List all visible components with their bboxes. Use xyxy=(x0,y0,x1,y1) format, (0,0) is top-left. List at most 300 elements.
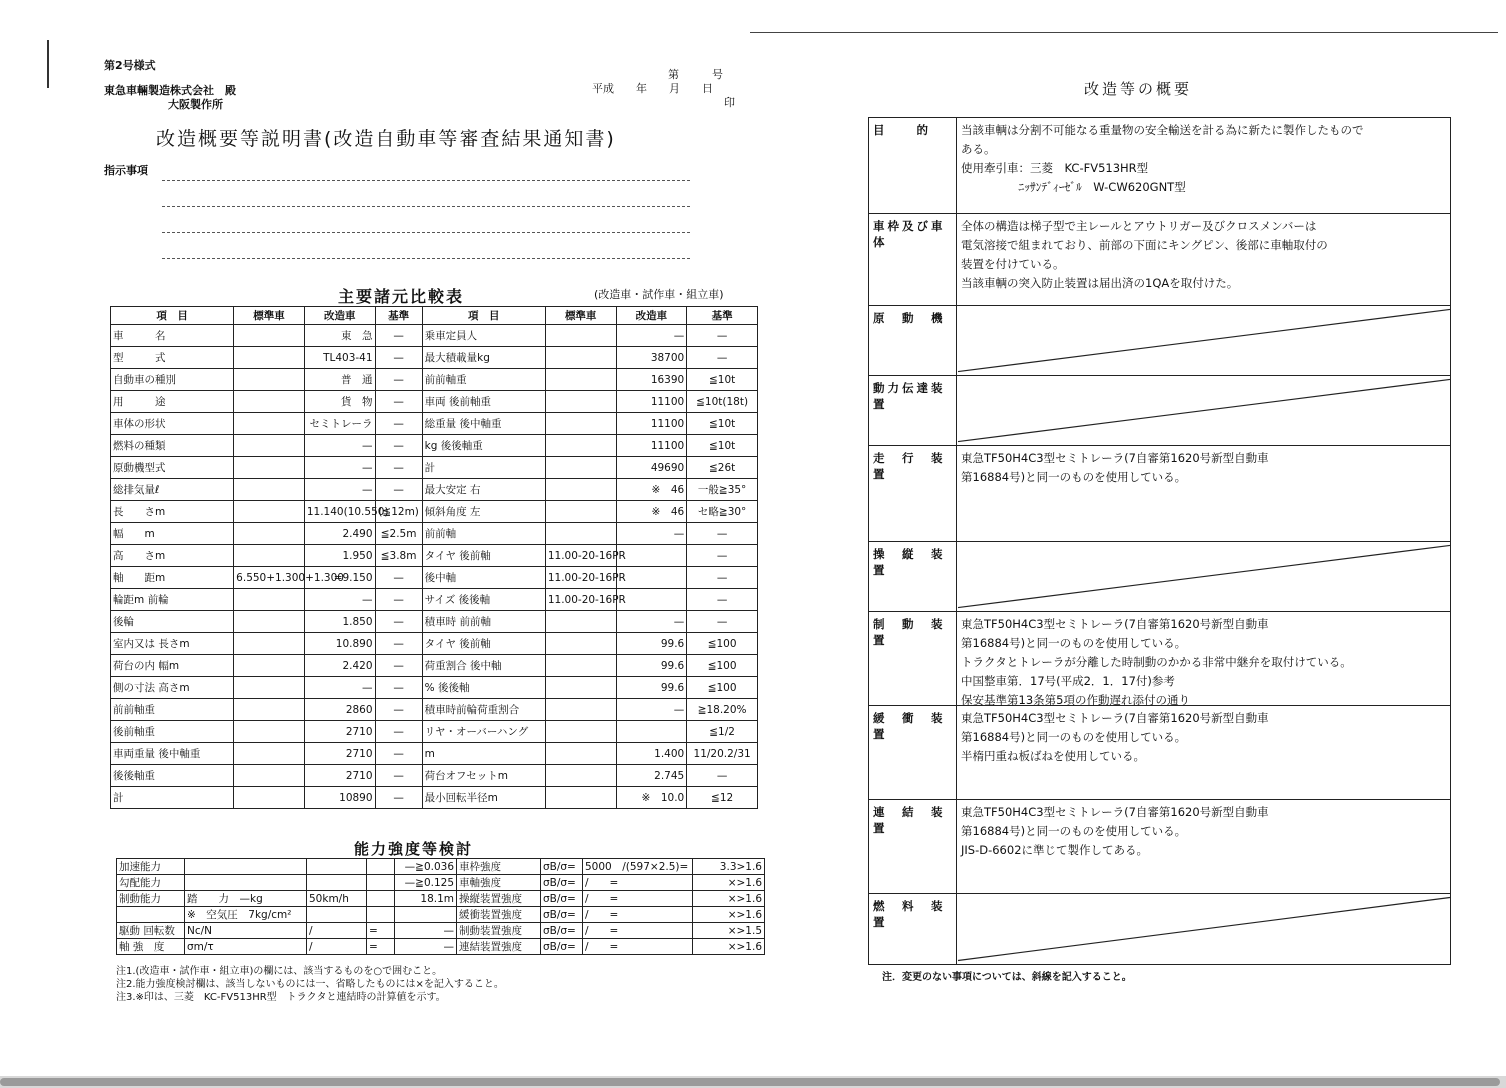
spec-cell xyxy=(545,501,616,523)
spec-cell: 最大積載量kg xyxy=(422,347,545,369)
spec-cell: 1.400 xyxy=(616,743,687,765)
spec-cell: セ略≧30° xyxy=(687,501,758,523)
spec-kind: (改造車・試作車・組立車) xyxy=(594,288,724,301)
spec-cell xyxy=(234,479,305,501)
capability-row xyxy=(117,923,765,939)
spec-cell: — xyxy=(375,347,422,369)
capability-cell: — xyxy=(395,923,457,939)
spec-cell: 2710 xyxy=(304,721,375,743)
spec-cell: 前前軸重 xyxy=(422,369,545,391)
instruction-line xyxy=(162,206,690,207)
spec-cell: 最大安定 右 xyxy=(422,479,545,501)
addressee: 東急車輛製造株式会社 殿 xyxy=(104,84,236,97)
capability-cell xyxy=(117,907,185,923)
capability-cell: 踏 力 —kg xyxy=(185,891,307,907)
spec-cell: 燃料の種類 xyxy=(111,435,234,457)
slash-line xyxy=(958,379,1450,441)
summary-line: 第16884号)と同一のものを使用している。 xyxy=(961,636,1187,650)
capability-cell: ×>1.5 xyxy=(693,923,765,939)
spec-cell: 11.00-20-16PR xyxy=(545,545,616,567)
summary-section-label: 連 結 装 置 xyxy=(869,800,957,893)
spec-cell xyxy=(545,677,616,699)
addressee-factory: 大阪製作所 xyxy=(168,98,223,111)
spec-cell: 室内又は 長さm xyxy=(111,633,234,655)
document-number: 第 号 xyxy=(668,68,723,81)
summary-section-label: 車枠及び車体 xyxy=(869,214,957,305)
spec-cell: 後前軸重 xyxy=(111,721,234,743)
summary-section xyxy=(869,612,1450,706)
capability-cell: 軸 強 度 xyxy=(117,939,185,955)
spec-row xyxy=(111,501,758,523)
summary-section xyxy=(869,306,1450,376)
summary-line: 第16884号)と同一のものを使用している。 xyxy=(961,730,1187,744)
spec-cell: — xyxy=(687,325,758,347)
spec-cell: 11100 xyxy=(616,391,687,413)
capability-cell: σm/τ xyxy=(185,939,307,955)
summary-line: 半楕円重ね板ばねを使用している。 xyxy=(961,749,1145,763)
spec-row xyxy=(111,633,758,655)
spec-cell: 傾斜角度 左 xyxy=(422,501,545,523)
spec-cell: 11100 xyxy=(616,413,687,435)
summary-line: 第16884号)と同一のものを使用している。 xyxy=(961,470,1187,484)
spec-cell xyxy=(545,699,616,721)
capability-cell: / = xyxy=(583,907,693,923)
spec-cell xyxy=(234,347,305,369)
summary-line: ある。 xyxy=(961,142,996,156)
document-date: 平成 年 月 日 xyxy=(592,82,713,95)
spec-cell: (≦12m) xyxy=(375,501,422,523)
capability-cell: σB/σ= xyxy=(541,923,583,939)
capability-row xyxy=(117,859,765,875)
spec-cell: — xyxy=(304,435,375,457)
spec-cell xyxy=(234,523,305,545)
spec-cell: kg 後後軸重 xyxy=(422,435,545,457)
capability-cell: 緩衝装置強度 xyxy=(457,907,541,923)
spec-cell: 用 途 xyxy=(111,391,234,413)
spec-header-cell: 標準車 xyxy=(545,307,616,325)
spec-cell: — xyxy=(375,391,422,413)
spec-cell: — xyxy=(616,523,687,545)
spec-cell: — xyxy=(304,479,375,501)
spec-cell: 後輪 xyxy=(111,611,234,633)
right-note: 注．変更のない事項については、斜線を記入すること。 xyxy=(882,972,1132,983)
spec-cell: 後中軸 xyxy=(422,567,545,589)
spec-cell: 長 さm xyxy=(111,501,234,523)
spec-cell: 10890 xyxy=(304,787,375,809)
summary-line: トラクタとトレーラが分離した時制動のかかる非常中継弁を取付けている。 xyxy=(961,655,1352,669)
capability-cell xyxy=(307,907,367,923)
spec-cell: — xyxy=(304,457,375,479)
spec-cell: 軸 距m xyxy=(111,567,234,589)
summary-line: 電気溶接で組まれており、前部の下面にキングピン、後部に車軸取付の xyxy=(961,238,1328,252)
spec-cell: 側の寸法 高さm xyxy=(111,677,234,699)
summary-section-label: 燃 料 装 置 xyxy=(869,894,957,964)
summary-line: 全体の構造は梯子型で主レールとアウトリガー及びクロスメンバーは xyxy=(961,219,1317,233)
spec-cell: ≦10t xyxy=(687,435,758,457)
spec-row xyxy=(111,787,758,809)
capability-cell: 車枠強度 xyxy=(457,859,541,875)
summary-line: 東急TF50H4C3型セミトレーラ(7自審第1620号新型自動車 xyxy=(961,711,1269,725)
capability-cell: σB/σ= xyxy=(541,939,583,955)
spec-row xyxy=(111,721,758,743)
capability-cell: —≧0.125 xyxy=(395,875,457,891)
spec-cell xyxy=(545,457,616,479)
spec-cell xyxy=(616,567,687,589)
slash-line xyxy=(958,545,1450,607)
capability-cell: 操縦装置強度 xyxy=(457,891,541,907)
spec-cell: サイズ 後後軸 xyxy=(422,589,545,611)
spec-cell xyxy=(545,765,616,787)
capability-cell: 勾配能力 xyxy=(117,875,185,891)
spec-row xyxy=(111,523,758,545)
spec-cell: ≦1/2 xyxy=(687,721,758,743)
no-change-slash xyxy=(958,376,1450,445)
capability-cell: 制動装置強度 xyxy=(457,923,541,939)
spec-cell xyxy=(234,435,305,457)
spec-cell: m xyxy=(422,743,545,765)
spec-cell: ≦12 xyxy=(687,787,758,809)
capability-cell: — xyxy=(395,939,457,955)
summary-line: 使用牽引車：三菱 KC-FV513HR型 xyxy=(961,161,1149,175)
capability-cell xyxy=(307,859,367,875)
spec-cell: TL403-41 xyxy=(304,347,375,369)
note-3: 注3.※印は、三菱 KC-FV513HR型 トラクタと連結時の計算値を示す。 xyxy=(116,992,446,1003)
spec-cell xyxy=(545,721,616,743)
spec-cell: 荷台オフセットm xyxy=(422,765,545,787)
spec-cell xyxy=(234,501,305,523)
spec-cell: — xyxy=(375,787,422,809)
summary-section xyxy=(869,894,1450,964)
spec-cell: ※ 10.0 xyxy=(616,787,687,809)
horizontal-scrollbar[interactable] xyxy=(0,1076,1506,1088)
right-page-title: 改造等の概要 xyxy=(1084,80,1193,98)
spec-cell xyxy=(545,325,616,347)
spec-cell xyxy=(234,369,305,391)
spec-cell xyxy=(234,589,305,611)
spec-cell: 高 さm xyxy=(111,545,234,567)
spec-cell: — xyxy=(375,655,422,677)
spec-cell xyxy=(234,413,305,435)
summary-line: 装置を付けている。 xyxy=(961,257,1065,271)
capability-cell: = xyxy=(367,923,395,939)
spec-cell: — xyxy=(375,699,422,721)
spec-row xyxy=(111,567,758,589)
spec-header-cell: 項 目 xyxy=(111,307,234,325)
capability-cell: Nc/N xyxy=(185,923,307,939)
spec-cell: 東 急 xyxy=(304,325,375,347)
spec-row xyxy=(111,743,758,765)
spec-cell: — xyxy=(375,589,422,611)
summary-section xyxy=(869,542,1450,612)
summary-section-label: 緩 衝 装 置 xyxy=(869,706,957,799)
spec-cell: — xyxy=(375,413,422,435)
spec-cell: ≧18.20% xyxy=(687,699,758,721)
capability-cell: 車軸強度 xyxy=(457,875,541,891)
left-margin-mark xyxy=(47,40,49,88)
spec-row xyxy=(111,611,758,633)
spec-header-cell: 基準 xyxy=(687,307,758,325)
capability-cell: ×>1.6 xyxy=(693,891,765,907)
capability-cell: 3.3>1.6 xyxy=(693,859,765,875)
slash-line xyxy=(958,898,1450,961)
spec-cell: 38700 xyxy=(616,347,687,369)
page-top-edge xyxy=(750,32,1498,33)
capability-cell: σB/σ= xyxy=(541,859,583,875)
spec-cell: セミトレーラ xyxy=(304,413,375,435)
capability-cell xyxy=(307,875,367,891)
spec-header-cell: 項 目 xyxy=(422,307,545,325)
capability-cell xyxy=(185,875,307,891)
capability-cell: ×>1.6 xyxy=(693,875,765,891)
spec-cell: 計 xyxy=(111,787,234,809)
capability-row xyxy=(117,875,765,891)
spec-cell: 11100 xyxy=(616,435,687,457)
summary-section-label: 操 縦 装 置 xyxy=(869,542,957,611)
spec-cell: — xyxy=(375,325,422,347)
summary-line: 東急TF50H4C3型セミトレーラ(7自審第1620号新型自動車 xyxy=(961,617,1269,631)
summary-line: 当該車輌は分割不可能なる重量物の安全輸送を計る為に新たに製作したもので xyxy=(961,123,1364,137)
spec-row xyxy=(111,347,758,369)
summary-section xyxy=(869,118,1450,214)
spec-cell: — xyxy=(375,633,422,655)
spec-cell: — xyxy=(616,325,687,347)
summary-section-body xyxy=(961,217,1446,293)
spec-cell: ≦10t xyxy=(687,413,758,435)
summary-line: 東急TF50H4C3型セミトレーラ(7自審第1620号新型自動車 xyxy=(961,805,1269,819)
spec-cell: — xyxy=(375,743,422,765)
spec-cell: — xyxy=(375,369,422,391)
spec-cell: 99.6 xyxy=(616,655,687,677)
spec-cell: ≦3.8m xyxy=(375,545,422,567)
instructions-label: 指示事項 xyxy=(104,164,148,177)
summary-line: ﾆｯｻﾝﾃﾞｨｰｾﾞﾙ W-CW620GNT型 xyxy=(961,180,1186,194)
spec-cell: ※ 46 xyxy=(616,501,687,523)
summary-section xyxy=(869,706,1450,800)
spec-cell: 普 通 xyxy=(304,369,375,391)
spec-cell: タイヤ 後前軸 xyxy=(422,545,545,567)
spec-cell xyxy=(234,743,305,765)
capability-title: 能力強度等検討 xyxy=(354,840,474,858)
spec-cell: 車 名 xyxy=(111,325,234,347)
capability-cell: / = xyxy=(583,939,693,955)
spec-cell xyxy=(545,435,616,457)
spec-cell: ≦10t(18t) xyxy=(687,391,758,413)
capability-cell: 50km/h xyxy=(307,891,367,907)
instruction-line xyxy=(162,180,690,181)
capability-cell: 18.1m xyxy=(395,891,457,907)
capability-cell: ×>1.6 xyxy=(693,939,765,955)
summary-section-label: 動力伝達装置 xyxy=(869,376,957,445)
spec-row xyxy=(111,655,758,677)
spec-cell: 99.6 xyxy=(616,677,687,699)
note-2: 注2.能力強度検討欄は、該当しないものには一、省略したものには×を記入すること。 xyxy=(116,979,504,990)
spec-cell xyxy=(234,787,305,809)
spec-comparison-table xyxy=(110,306,758,809)
capability-cell: 駆動 回転数 xyxy=(117,923,185,939)
spec-cell xyxy=(545,391,616,413)
summary-section-body xyxy=(961,615,1446,710)
spec-row xyxy=(111,391,758,413)
spec-cell: — xyxy=(687,347,758,369)
spec-cell: ≦2.5m xyxy=(375,523,422,545)
spec-cell: — xyxy=(616,699,687,721)
summary-section-label: 制 動 装 置 xyxy=(869,612,957,705)
scrollbar-thumb[interactable] xyxy=(0,1078,1500,1086)
spec-cell: 積車時 前前軸 xyxy=(422,611,545,633)
spec-cell: =9.150 xyxy=(304,567,375,589)
spec-cell: — xyxy=(687,567,758,589)
spec-cell xyxy=(545,523,616,545)
spec-cell: リヤ・オーバーハング xyxy=(422,721,545,743)
summary-section-body xyxy=(961,449,1446,487)
spec-cell: ≦100 xyxy=(687,633,758,655)
no-change-slash xyxy=(958,542,1450,611)
spec-cell: — xyxy=(375,765,422,787)
spec-row xyxy=(111,545,758,567)
capability-cell: / = xyxy=(583,923,693,939)
capability-cell: σB/σ= xyxy=(541,875,583,891)
capability-cell: —≧0.036 xyxy=(395,859,457,875)
spec-cell: 99.6 xyxy=(616,633,687,655)
spec-cell: 1.850 xyxy=(304,611,375,633)
summary-section-label: 原 動 機 xyxy=(869,306,957,375)
spec-cell: 49690 xyxy=(616,457,687,479)
spec-cell: 自動車の種別 xyxy=(111,369,234,391)
spec-cell: 一般≧35° xyxy=(687,479,758,501)
page-title: 改造概要等説明書(改造自動車等審査結果通知書) xyxy=(156,128,616,150)
spec-row xyxy=(111,765,758,787)
spec-row xyxy=(111,457,758,479)
spec-cell: ≦26t xyxy=(687,457,758,479)
summary-section-body xyxy=(961,709,1446,766)
capability-cell xyxy=(367,891,395,907)
spec-cell: 2.420 xyxy=(304,655,375,677)
spec-cell xyxy=(234,699,305,721)
spec-cell: — xyxy=(375,611,422,633)
spec-cell: 幅 m xyxy=(111,523,234,545)
spec-cell: ※ 46 xyxy=(616,479,687,501)
capability-cell xyxy=(367,875,395,891)
spec-cell: — xyxy=(687,611,758,633)
spec-cell: 2860 xyxy=(304,699,375,721)
capability-cell: 加速能力 xyxy=(117,859,185,875)
capability-cell: σB/σ= xyxy=(541,891,583,907)
spec-cell xyxy=(545,347,616,369)
spec-cell: 2.490 xyxy=(304,523,375,545)
spec-row xyxy=(111,413,758,435)
summary-line: 当該車輌の突入防止装置は届出済の1QAを取付けた。 xyxy=(961,276,1239,290)
spec-cell: 車両重量 後中軸重 xyxy=(111,743,234,765)
spec-cell xyxy=(545,633,616,655)
spec-cell: 2710 xyxy=(304,765,375,787)
spec-cell: 総排気量ℓ xyxy=(111,479,234,501)
no-change-slash xyxy=(958,306,1450,375)
capability-row xyxy=(117,939,765,955)
capability-cell: 制動能力 xyxy=(117,891,185,907)
capability-table xyxy=(116,858,765,955)
spec-row xyxy=(111,325,758,347)
capability-cell: 5000 /(597×2.5)= xyxy=(583,859,693,875)
spec-cell xyxy=(545,787,616,809)
capability-cell: 連結装置強度 xyxy=(457,939,541,955)
spec-header-cell: 改造車 xyxy=(616,307,687,325)
capability-cell: σB/σ= xyxy=(541,907,583,923)
spec-header-cell: 基準 xyxy=(375,307,422,325)
spec-cell xyxy=(616,545,687,567)
slash-line xyxy=(958,309,1450,371)
spec-row xyxy=(111,589,758,611)
spec-cell: 計 xyxy=(422,457,545,479)
spec-cell: — xyxy=(687,765,758,787)
spec-cell: — xyxy=(304,677,375,699)
spec-cell: — xyxy=(375,677,422,699)
spec-cell xyxy=(234,655,305,677)
no-change-slash xyxy=(958,894,1450,964)
spec-cell: 6.550+1.300+1.300 xyxy=(234,567,305,589)
spec-cell: 1.950 xyxy=(304,545,375,567)
spec-cell: 総重量 後中軸重 xyxy=(422,413,545,435)
spec-cell: ≦10t xyxy=(687,369,758,391)
capability-cell: / xyxy=(307,923,367,939)
spec-cell xyxy=(545,655,616,677)
capability-cell: ×>1.6 xyxy=(693,907,765,923)
spec-cell: 最小回転半径m xyxy=(422,787,545,809)
spec-cell: — xyxy=(687,545,758,567)
summary-line: 東急TF50H4C3型セミトレーラ(7自審第1620号新型自動車 xyxy=(961,451,1269,465)
spec-cell xyxy=(234,457,305,479)
spec-cell: — xyxy=(375,435,422,457)
spec-cell: ≦100 xyxy=(687,655,758,677)
spec-cell: 乗車定員人 xyxy=(422,325,545,347)
spec-cell: 11.00-20-16PR xyxy=(545,567,616,589)
spec-cell xyxy=(234,325,305,347)
modification-summary-table xyxy=(868,117,1451,965)
spec-cell: — xyxy=(304,589,375,611)
spec-cell: — xyxy=(375,567,422,589)
summary-line: JIS-D-6602に準じて製作してある。 xyxy=(961,843,1149,857)
spec-cell: 車体の形状 xyxy=(111,413,234,435)
spec-cell: 荷重割合 後中軸 xyxy=(422,655,545,677)
capability-cell: / = xyxy=(583,875,693,891)
summary-section xyxy=(869,446,1450,542)
spec-row xyxy=(111,369,758,391)
spec-cell: 16390 xyxy=(616,369,687,391)
summary-section-label: 走 行 装 置 xyxy=(869,446,957,541)
spec-cell xyxy=(545,413,616,435)
spec-cell xyxy=(545,743,616,765)
spec-cell: — xyxy=(687,523,758,545)
spec-cell xyxy=(234,611,305,633)
spec-table-title: 主要諸元比較表 xyxy=(338,287,465,306)
spec-cell xyxy=(545,369,616,391)
spec-cell xyxy=(234,677,305,699)
spec-cell xyxy=(616,589,687,611)
spec-cell: 10.890 xyxy=(304,633,375,655)
summary-line: 中国整車第．17号(平成2．1．17付)参考 xyxy=(961,674,1175,688)
spec-cell: 11.140(10.550) xyxy=(304,501,375,523)
summary-section-body xyxy=(961,803,1446,860)
summary-section xyxy=(869,800,1450,894)
spec-cell: — xyxy=(616,611,687,633)
capability-cell: / = xyxy=(583,891,693,907)
capability-row xyxy=(117,891,765,907)
seal-mark: 印 xyxy=(724,96,735,109)
instruction-line xyxy=(162,258,690,259)
spec-row xyxy=(111,699,758,721)
spec-cell: 型 式 xyxy=(111,347,234,369)
spec-cell: 11/20.2/31 xyxy=(687,743,758,765)
spec-row xyxy=(111,435,758,457)
